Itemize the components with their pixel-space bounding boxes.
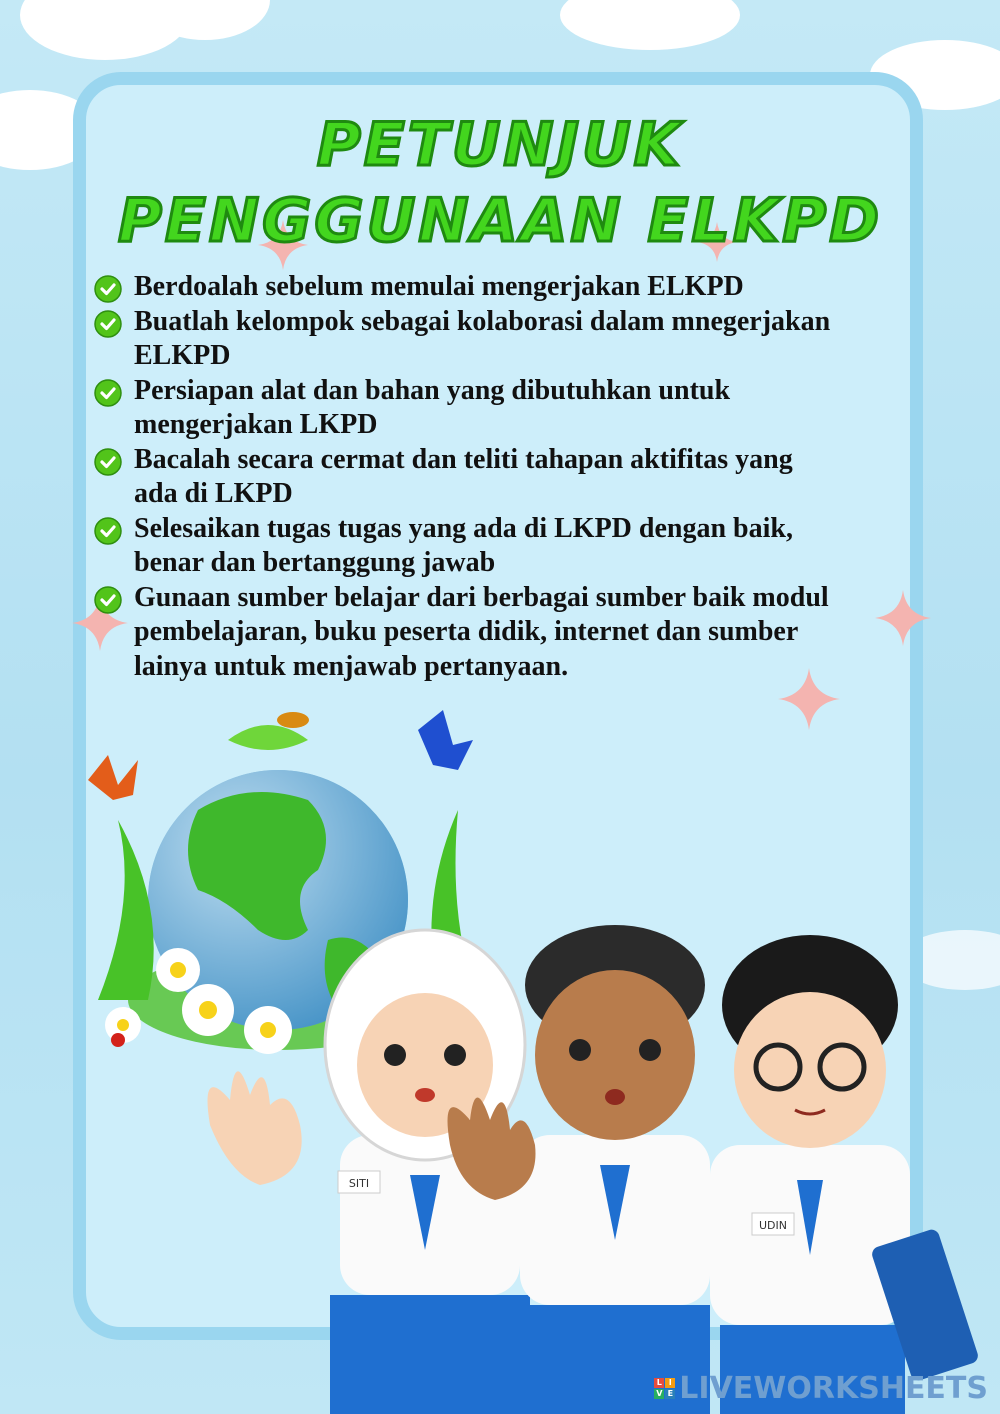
instruction-text: Bacalah secara cermat dan teliti tahapan aktifitas yang xyxy=(134,443,793,475)
instruction-text: Persiapan alat dan bahan yang dibutuhkan untuk xyxy=(134,374,731,406)
check-circle-icon xyxy=(94,586,122,614)
instruction-item xyxy=(94,374,924,443)
logo-letter: I xyxy=(665,1378,675,1388)
page-title-line1: PETUNJUK xyxy=(316,110,684,180)
instruction-text: Buatlah kelompok sebagai kolaborasi dalam mnegerjakan xyxy=(134,305,831,337)
check-circle-icon xyxy=(94,310,122,338)
logo-letter: E xyxy=(665,1389,675,1399)
instruction-item xyxy=(94,270,924,305)
check-circle-icon xyxy=(94,275,122,303)
students-illustration xyxy=(190,905,990,1414)
instruction-item xyxy=(94,512,924,581)
instruction-item xyxy=(94,581,924,685)
liveworksheets-logo xyxy=(654,1371,988,1406)
page-title-line2: PENGGUNAAN ELKPD xyxy=(117,186,883,256)
brand-text: LIVEWORKSHEETS xyxy=(679,1371,988,1406)
instruction-text: Berdoalah sebelum memulai mengerjakan ELKPD xyxy=(134,271,744,302)
check-circle-icon xyxy=(94,517,122,545)
check-circle-icon xyxy=(94,448,122,476)
name-tag-udin: UDIN xyxy=(759,1219,787,1232)
instruction-item xyxy=(94,305,924,374)
live-logo-icon xyxy=(654,1378,675,1399)
instruction-text: ada di LKPD xyxy=(134,478,293,509)
instruction-text: lainya untuk menjawab pertanyaan. xyxy=(134,650,569,682)
instruction-text: pembelajaran, buku peserta didik, internet dan sumber xyxy=(134,616,799,647)
name-tag-siti: SITI xyxy=(348,1177,370,1190)
instruction-text: ELKPD xyxy=(134,340,231,371)
instruction-item xyxy=(94,443,924,512)
logo-letter: V xyxy=(656,1389,663,1398)
instruction-text: mengerjakan LKPD xyxy=(134,409,378,440)
instruction-text: Gunaan sumber belajar dari berbagai sumber baik modul xyxy=(134,581,829,613)
logo-letter: L xyxy=(654,1378,664,1388)
instruction-text: benar dan bertanggung jawab xyxy=(134,547,496,578)
instruction-list xyxy=(94,270,924,684)
instruction-text: Selesaikan tugas tugas yang ada di LKPD dengan baik, xyxy=(134,512,793,544)
check-circle-icon xyxy=(94,379,122,407)
